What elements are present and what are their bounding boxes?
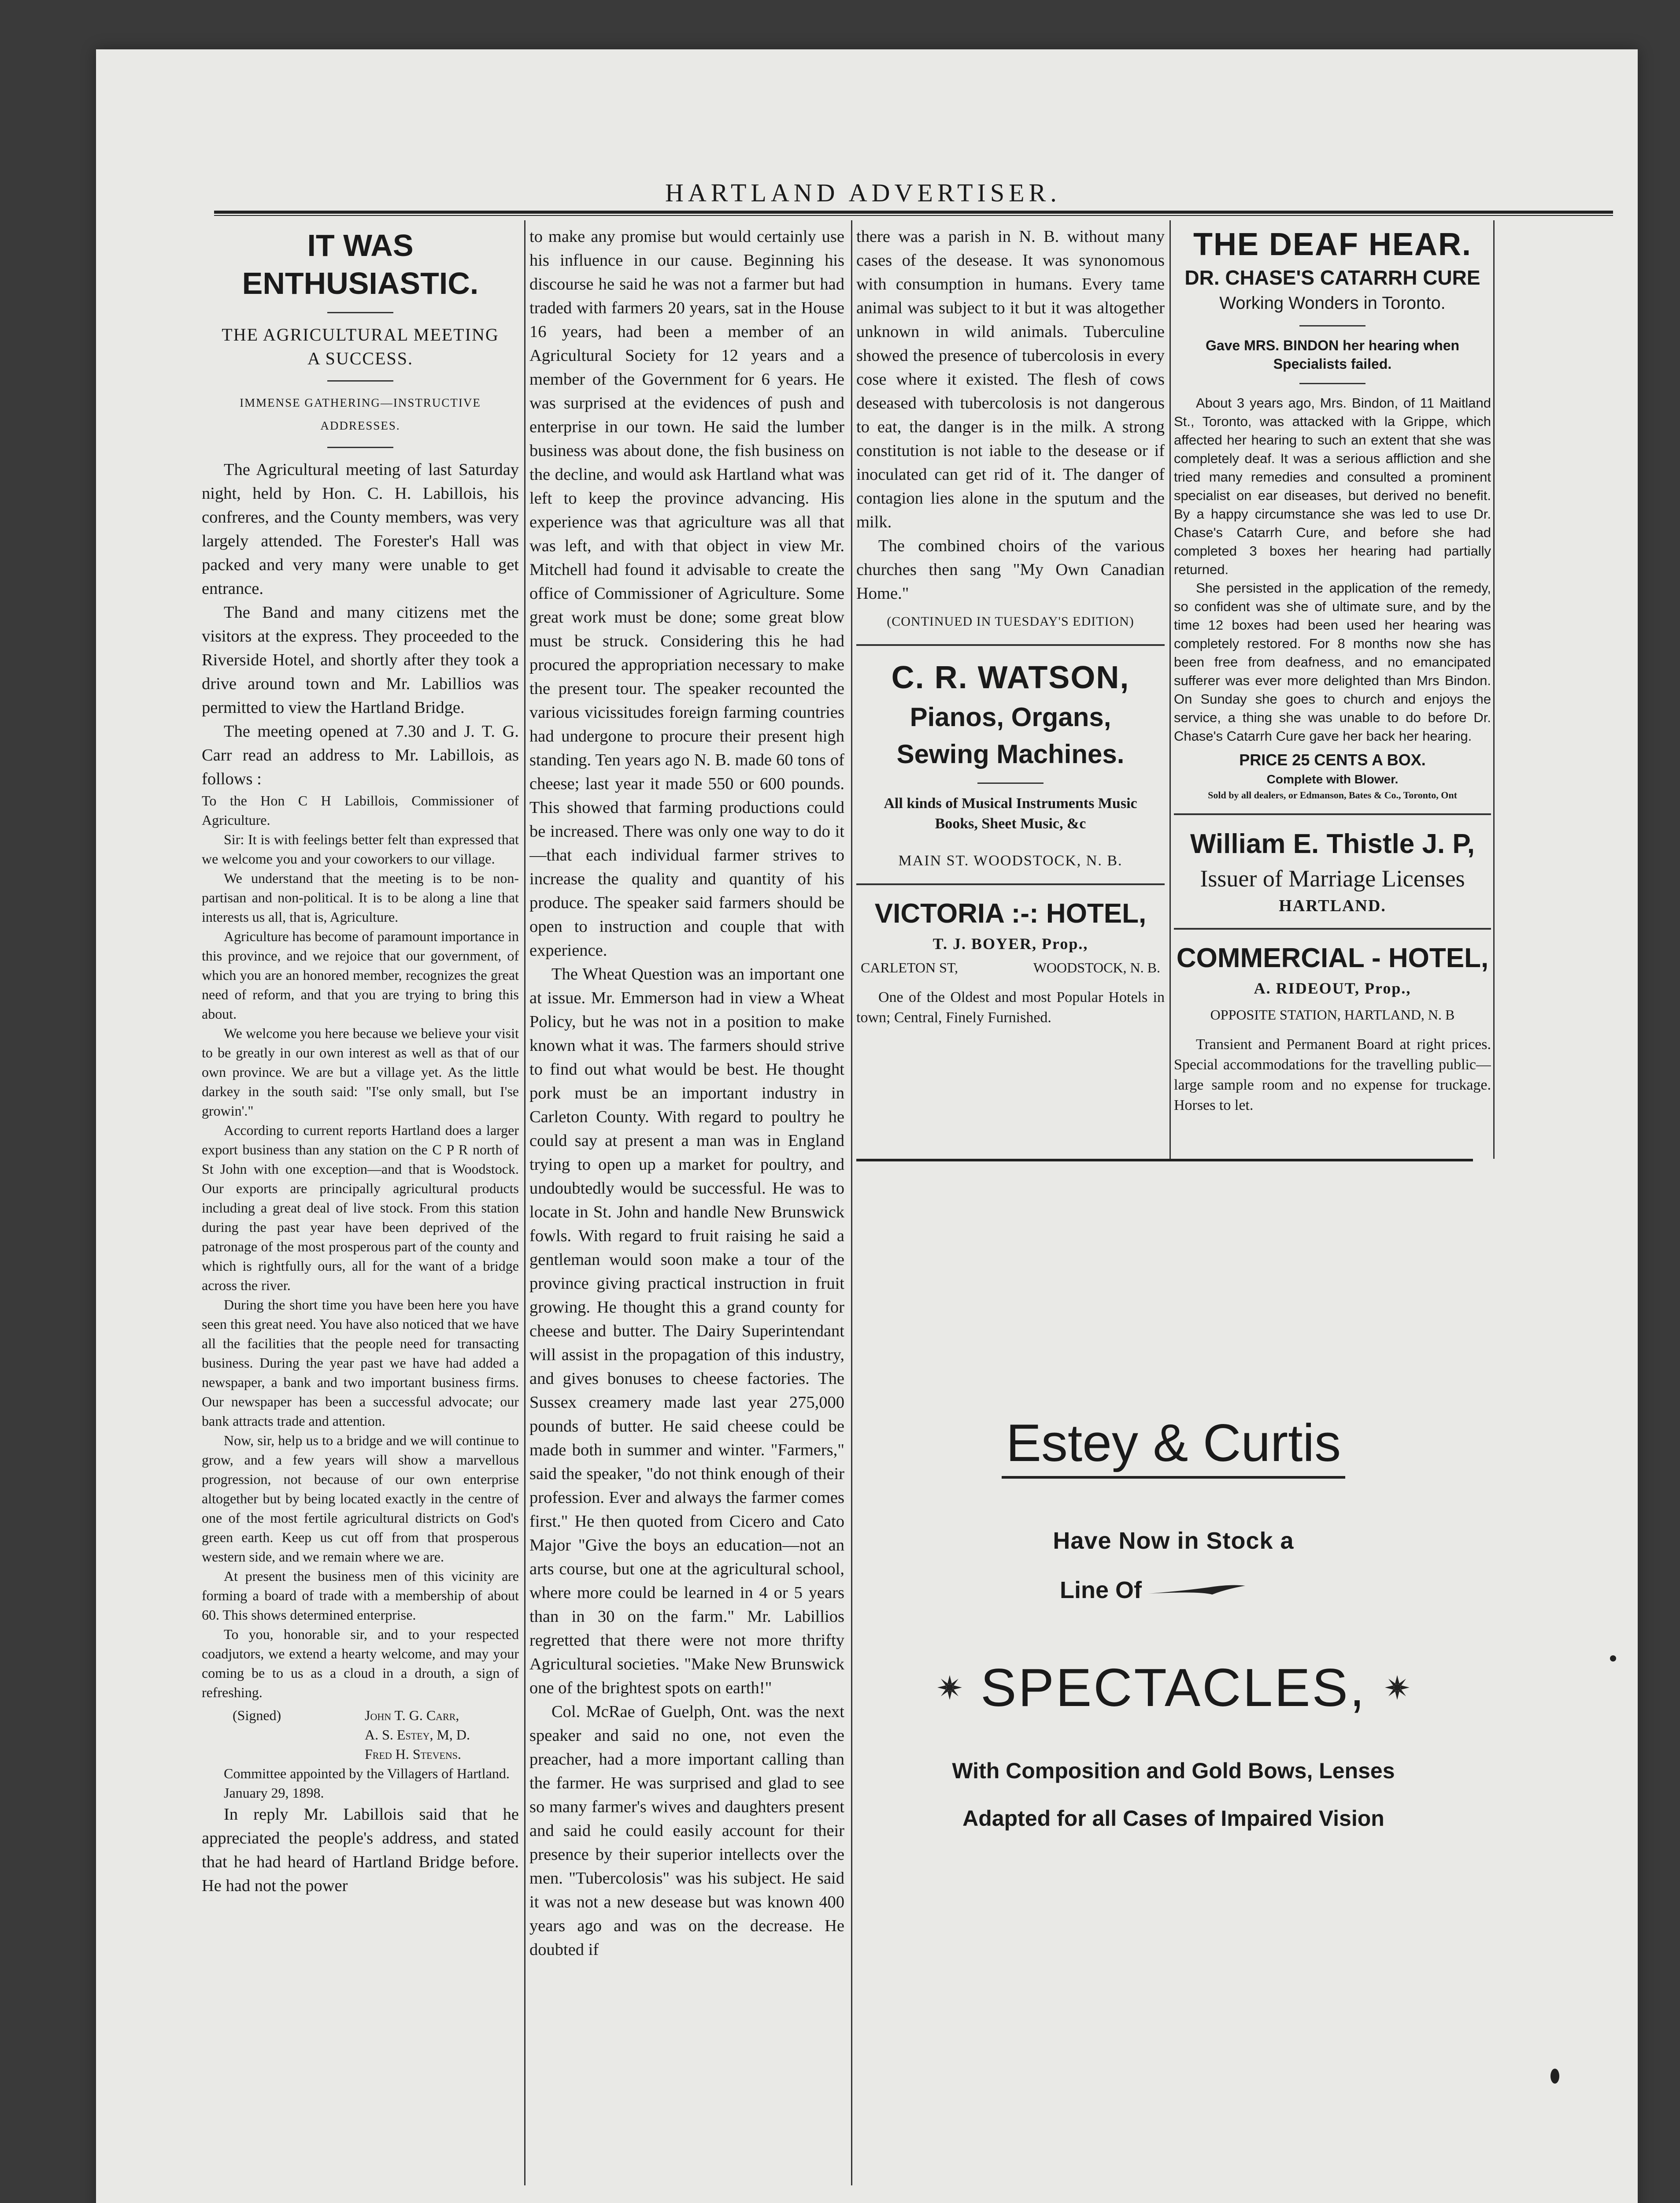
watson-divider <box>977 783 1044 784</box>
address-paragraph: To you, honorable sir, and to your respected coadjutors, we extend a hearty welcome, and may your coming be to us as a cloud in a drouth, a sign of refreshing. <box>202 1626 519 1700</box>
article-column-3 <box>856 225 1165 1163</box>
chase-divider <box>1299 325 1365 326</box>
subhead-divider <box>327 380 393 382</box>
commercial-text: Transient and Permanent Board at right prices. Special accommodations for the travelling public—large sample room and no expense for truckage. Horses to let. <box>1174 1036 1491 1113</box>
ink-mark <box>1610 1655 1616 1662</box>
chase-subtitle: DR. CHASE'S CATARRH CURE <box>1184 266 1480 289</box>
article-column-1 <box>202 225 519 2181</box>
commercial-name: COMMERCIAL - HOTEL, <box>1176 943 1489 973</box>
ornament-right-icon <box>1384 1674 1410 1701</box>
chase-subtitle-2: Working Wonders in Toronto. <box>1219 293 1446 313</box>
ads-column-4 <box>1174 225 1491 1163</box>
ad-divider <box>856 883 1165 885</box>
signed-label: (Signed) <box>233 1707 281 1723</box>
address-date: January 29, 1898. <box>224 1785 324 1801</box>
article-headline: IT WAS ENTHUSIASTIC. <box>242 228 479 300</box>
estey-name: Estey & Curtis <box>1002 1410 1345 1479</box>
article-subhead: THE AGRICULTURAL MEETING A SUCCESS. <box>222 325 499 368</box>
paragraph: The Band and many citizens met the visitors at the express. They proceeded to the Riverside Hotel, and shortly after they took a drive around town and Mr. Labillios was permitted to view the Hartland Bridge. <box>202 603 519 717</box>
chase-sold: Sold by all dealers, or Edmanson, Bates & Co., Toronto, Ont <box>1208 790 1457 801</box>
ads-bottom-rule <box>856 1159 1473 1161</box>
paragraph: to make any promise but would certainly use his influence in our cause. Beginning his discourse he said he was not a farmer but had traded with farmers 20 years, sat in the House 16 years, had been a member of an Agricultural Society for 12 years and a member of the Government for 6 years. He was surprised at the evidences of push and enterprise in our town. He said the lumber business was about done, the fish business on the decline, and would ask Hartland what was left to keep the province advancing. His experience was that agriculture was all that was left, and with that object in view Mr. Mitchell had found it advisable to create the office of Commissioner of Agriculture. Some great work must be done; some great blow must be struck. Considering this he had procured the appropriation necessary to make the present tour. The speaker recounted the various vicissitudes foreign farming countries had undergone to procure their present high standing. Ten years ago N. B. made 60 tons of cheese; last year it made 550 or 600 pounds. This showed that farming productions could be increased. There was only one way to do it—that each individual farmer strives to increase the quality and quantity of his produce. The speaker said farmers should be open to instruction and couple that with experience. <box>529 227 844 960</box>
commercial-prop: A. RIDEOUT, Prop., <box>1254 979 1411 997</box>
headline-divider <box>327 312 393 313</box>
victoria-name: VICTORIA :-: HOTEL, <box>874 898 1147 929</box>
watson-products: Pianos, Organs, Sewing Machines. <box>896 702 1125 769</box>
chase-ad <box>1174 225 1491 803</box>
paragraph: The meeting opened at 7.30 and J. T. G. Carr read an address to Mr. Labillois, as follows : <box>202 722 519 788</box>
column-rule-3 <box>1169 220 1171 1159</box>
paragraph: The combined choirs of the various churches then sang "My Own Canadian Home." <box>856 537 1165 603</box>
estey-line-2: Line Of <box>1060 1577 1142 1603</box>
address-paragraph: We understand that the meeting is to be non-partisan and non-political. It is to be along a line that interests us all, that is, Agriculture. <box>202 870 519 925</box>
thistle-line: Issuer of Marriage Licenses <box>1200 865 1465 892</box>
estey-line-3: With Composition and Gold Bows, Lenses <box>952 1758 1395 1783</box>
signature: A. S. Estey, M, D. <box>365 1727 470 1743</box>
article-subhead-2: IMMENSE GATHERING—INSTRUCTIVE ADDRESSES. <box>240 396 481 432</box>
commercial-hotel-ad <box>1174 940 1491 1116</box>
victoria-hotel-ad <box>856 896 1165 1028</box>
victoria-street: CARLETON ST, <box>861 960 958 975</box>
chase-divider <box>1299 383 1365 384</box>
ornament-left-icon <box>936 1674 963 1701</box>
address-paragraph: Agriculture has become of paramount importance in this province, and we rejoice that our government, of which you are an honored member, recognizes the great need of reform, and that you are trying to bring this about. <box>202 928 519 1022</box>
column-rule-4 <box>1493 220 1495 1159</box>
column-rule-2 <box>851 220 852 2185</box>
signature: Fred H. Stevens. <box>365 1746 462 1762</box>
ad-divider <box>1174 928 1491 930</box>
thistle-name: William E. Thistle J. P, <box>1190 829 1475 859</box>
chase-paragraph: About 3 years ago, Mrs. Bindon, of 11 Maitland St., Toronto, was attacked with la Grippe, which affected her hearing to such an extent that she was completely deaf. It was a serious affliction and she tried many remedies and consulted a prominent specialist on ear diseases, but derived no benefit. By a happy circumstance she was led to use Dr. Chase's Catarrh Cure, and before she had completed 3 boxes her hearing had partially returned. <box>1174 395 1491 577</box>
flourish-icon <box>1146 1581 1247 1599</box>
victoria-town: WOODSTOCK, N. B. <box>1033 960 1160 975</box>
ad-divider <box>856 644 1165 646</box>
estey-ad <box>856 1410 1491 1831</box>
chase-blower: Complete with Blower. <box>1266 772 1399 786</box>
address-paragraph: According to current reports Hartland does a larger export business than any station on the C P R north of St John with one exception—and that is Woodstock. Our exports are principally agricultural products including a great deal of live stock. From this station during the past year have been deprived of the patronage of the most prosperous part of the county and which is rightfully ours, all for the want of a bridge across the river. <box>202 1122 519 1293</box>
address-paragraph: We welcome you here because we believe your visit to be greatly in our own interest as well as that of our own province. We are but a village yet. As the little darkey in the south said: "I'se only small, but I'se growin'." <box>202 1025 519 1119</box>
chase-subtitle-3: Gave MRS. BINDON her hearing when Specialists failed. <box>1205 337 1460 372</box>
committee-note: Committee appointed by the Villagers of Hartland. <box>224 1765 510 1781</box>
watson-name: C. R. WATSON, <box>891 660 1130 695</box>
masthead-rule <box>214 211 1613 216</box>
estey-line-4: Adapted for all Cases of Impaired Vision <box>962 1806 1384 1831</box>
commercial-address: OPPOSITE STATION, HARTLAND, N. B <box>1210 1007 1455 1023</box>
masthead: HARTLAND ADVERTISER. <box>665 178 1061 207</box>
address-paragraph: At present the business men of this vicinity are forming a board of trade with a membership of about 60. This shows determined enterprise. <box>202 1568 519 1623</box>
column-rule-1 <box>524 220 525 2185</box>
subhead-divider-2 <box>327 447 393 448</box>
signature: John T. G. Carr, <box>365 1707 459 1723</box>
address-paragraph: During the short time you have been here you have seen this great need. You have also noticed that we have all the facilities that the people need for transacting business. During the year past we have had added a newspaper, a bank and two important business firms. Our newspaper has been a successful advocate; our bank attracts trade and attention. <box>202 1297 519 1429</box>
continued-note: (CONTINUED IN TUESDAY'S EDITION) <box>887 614 1134 629</box>
chase-price: PRICE 25 CENTS A BOX. <box>1239 751 1426 769</box>
ad-divider <box>1174 813 1491 815</box>
paragraph: In reply Mr. Labillois said that he appreciated the people's address, and stated that he had heard of Hartland Bridge before. He had not the power <box>202 1805 519 1895</box>
paragraph: there was a parish in N. B. without many cases of the desease. It was synonomous with consumption in humans. Every tame animal was subject to it but it was altogether unknown in wild animals. Tuberculine showed the presence of tubercolosis in every cose where it existed. The flesh of cows deseased with tubercolosis is not dangerous to eat, the danger is in the milk. A strong constitution is not iable to the desease or if inoculated can get rid of it. The danger of contagion lies alone in the sputum and the milk. <box>856 227 1165 531</box>
watson-ad <box>856 656 1165 873</box>
article-column-2 <box>529 225 844 2181</box>
chase-title: THE DEAF HEAR. <box>1193 227 1472 262</box>
thistle-place: HARTLAND. <box>1279 897 1386 915</box>
estey-line-1: Have Now in Stock a <box>1053 1528 1294 1554</box>
victoria-text: One of the Oldest and most Popular Hotels in town; Central, Finely Furnished. <box>856 989 1165 1026</box>
paragraph: The Wheat Question was an important one at issue. Mr. Emmerson had in view a Wheat Policy, but he was not in a position to make known what it was. The farmers should strive to find out what would be best. He thought pork must be an important industry in Carleton County. With regard to poultry he could say at present a man was in England trying to open up a market for poultry, and undoubtedly would be successful. He was to locate in St. John and handle New Brunswick fowls. With regard to fruit raising he said a gentleman would soon make a tour of the province giving practical instruction in fruit growing. He thought this a grand county for cheese and butter. The Dairy Superintendant will assist in the propagation of this industry, and gives bonuses to cheese factories. The Sussex creamery made last year 275,000 pounds of butter. He said cheese could be made both in summer and winter. "Farmers," said the speaker, "do not think enough of their profession. Ever and always the farmer comes first." He then quoted from Cicero and Cato Major "Give the boys an education—not an arts course, but one at the agricultural school, where more could be learned in 4 or 5 years than in 30 on the farm." Mr. Labillios regretted that there were not more thrifty Agricultural societies. "Make New Brunswick one of the brightest spots on earth!" <box>529 965 844 1697</box>
address-paragraph: Now, sir, help us to a bridge and we will continue to grow, and a few years will show a marvellous progression, not because of our own enterprise altogether but by being located exactly in the centre of one of the most fertile agricultural districts on God's green earth. Keep us cut off from that prosperous western side, and we remain where we are. <box>202 1432 519 1565</box>
address-paragraph: Sir: It is with feelings better felt than expressed that we welcome you and your coworkers to our village. <box>202 831 519 867</box>
thistle-ad <box>1174 826 1491 917</box>
victoria-prop: T. J. BOYER, Prop., <box>933 935 1088 953</box>
chase-paragraph: She persisted in the application of the remedy, so confident was she of ultimate sure, and by the time 12 boxes had been used her hearing was completely restored. For 8 months now she has been free from deafness, and no emancipated sufferer was ever more delighted than Mrs Bindon. On Sunday she goes to church and enjoys the service, a thing she was unable to do before Dr. Chase's Catarrh Cure gave her back her hearing. <box>1174 580 1491 744</box>
paragraph: Col. McRae of Guelph, Ont. was the next speaker and said no one, not even the preacher, had a more important calling than the farmer. He was surprised and glad to see so many farmer's wives and daughters present and said he could easily account for their presence by their superior intellects over the men. "Tubercolosis" was his subject. He said it was not a new desease but was known 400 years ago and was on the decrease. He doubted if <box>529 1702 844 1959</box>
estey-product: SPECTACLES, <box>981 1658 1366 1717</box>
address-salutation: To the Hon C H Labillois, Commissioner of Agriculture. <box>202 793 519 828</box>
watson-address: MAIN ST. WOODSTOCK, N. B. <box>898 853 1123 869</box>
watson-instruments: All kinds of Musical Instruments Music Books, Sheet Music, &c <box>884 795 1137 832</box>
ink-mark <box>1550 2069 1559 2084</box>
paragraph: The Agricultural meeting of last Saturday night, held by Hon. C. H. Labillois, his confreres, and the County members, was very largely attended. The Forester's Hall was packed and very many were unable to get entrance. <box>202 460 519 598</box>
